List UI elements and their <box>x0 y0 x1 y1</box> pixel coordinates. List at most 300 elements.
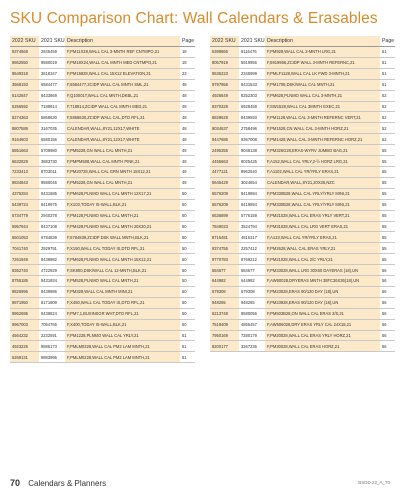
page-cell: 50 <box>180 188 195 199</box>
sku-2022-cell: 6399866 <box>210 47 239 58</box>
table-row <box>10 341 195 352</box>
page-cell: 50 <box>180 221 195 232</box>
description-cell: F,PM628,PLNMO WALL CAL MNTH 15X12,21 <box>65 254 180 265</box>
page-cell: 50 <box>180 319 195 330</box>
page-cell: 23 <box>180 68 195 79</box>
sku-2022-cell: 7519409 <box>210 319 239 330</box>
table-row <box>10 210 195 221</box>
sku-2021-cell: 9885173 <box>39 341 65 352</box>
sku-2021-cell: 679308 <box>239 286 265 297</box>
table-row <box>210 341 395 352</box>
table-row <box>210 112 395 123</box>
sku-2022-cell: 7261949 <box>10 254 39 265</box>
page-cell: 51 <box>380 47 395 58</box>
page-cell: 50 <box>180 232 195 243</box>
sku-2021-cell: 7280179 <box>239 330 265 341</box>
sku-2022-cell: 644982 <box>210 276 239 287</box>
sku-2022-cell: 2495355 <box>210 145 239 156</box>
sku-2021-cell: 3524794 <box>239 221 265 232</box>
section-name: Calendars & Planners <box>28 479 107 488</box>
description-cell: F,PM30028,WALL CAL ERAS HORZ,21 <box>265 341 380 352</box>
sku-2021-cell: 8433869 <box>39 90 65 101</box>
sku-2022-cell: 9871950 <box>10 297 39 308</box>
table-row <box>210 276 395 287</box>
description-cell: F,PMLF1128,WALL CAL LK FWD 3-MNTH,21 <box>265 68 380 79</box>
header-page: Page <box>180 36 195 47</box>
page-cell: 49 <box>180 156 195 167</box>
page-cell: 52 <box>380 90 395 101</box>
sku-2021-cell: 7189914 <box>39 101 65 112</box>
table-row <box>210 134 395 145</box>
sku-2022-cell: 5256592 <box>10 101 39 112</box>
table-row <box>210 286 395 297</box>
table-row <box>10 308 195 319</box>
sku-2021-cell: 8439986 <box>39 286 65 297</box>
sku-2021-cell: 3267236 <box>239 341 265 352</box>
page-cell: 55 <box>380 210 395 221</box>
page-cell: 56 <box>380 265 395 276</box>
page-cell: 55 <box>380 156 395 167</box>
sku-2021-cell: 8431533 <box>239 79 265 90</box>
description-cell: F,6584477,2CIDP WALL CAL MNTH SML,21 <box>65 79 180 90</box>
description-cell: F,PM428,PLNMO WALL CAL MNTH 20X30,21 <box>65 221 180 232</box>
sku-2022-cell: 5645429 <box>210 177 239 188</box>
description-cell: F,5919956,ZCIDP WALL 3-MNTH REFERNC,21 <box>265 57 380 68</box>
sku-2021-cell: 644982 <box>239 276 265 287</box>
page-cell: 52 <box>380 134 395 145</box>
sku-2021-cell: 2929791 <box>39 243 65 254</box>
sku-2021-cell: 8962540 <box>239 166 265 177</box>
description-cell: F,PM128,PLNMO WALL CAL MNTH,21 <box>65 210 180 221</box>
description-cell: F,X400,TODAY IS-WALL,BLK,21 <box>65 319 180 330</box>
description-cell: F,PM7,1,BUSINSGR WHT,DTD RFL,21 <box>65 308 180 319</box>
description-cell: F,5868630,ZCIDP WALL CAL,DTD RFL,21 <box>65 112 180 123</box>
page-cell: 50 <box>180 199 195 210</box>
header-description: Description <box>65 36 180 47</box>
table-row <box>210 101 395 112</box>
table-row <box>210 188 395 199</box>
table-row <box>210 199 395 210</box>
sku-2021-cell: 8703011 <box>39 166 65 177</box>
page-cell: 56 <box>380 286 395 297</box>
description-cell: F,PM328,WALL CAL MNTH MINI,21 <box>65 286 180 297</box>
description-cell: F,X450,WALL CAL TODAY IS,DTD RFL,21 <box>65 297 180 308</box>
sku-2021-cell: 3024654 <box>239 177 265 188</box>
sku-2022-cell: 6501053 <box>10 232 39 243</box>
sku-2022-cell: 8828629 <box>210 112 239 123</box>
description-cell: F,PM628,PLNMO WALL CAL 3-MNTH,21 <box>265 90 380 101</box>
description-cell: F,PMLM0328,WALL CAL PM2 LAM MNTH,21 <box>65 341 180 352</box>
sku-2022-cell: 9034637 <box>210 123 239 134</box>
page-cell: 52 <box>380 112 395 123</box>
page-cell: 51 <box>180 341 195 352</box>
page-cell: 48 <box>180 134 195 145</box>
page-cell: 50 <box>180 265 195 276</box>
page-cell: 50 <box>180 254 195 265</box>
table-row <box>210 297 395 308</box>
description-cell: F,PM503B28,ON WALL CAL ERAS 2/S,21 <box>265 308 380 319</box>
sku-2021-cell: 6584477 <box>39 79 65 90</box>
description-cell: F,Q10001T,WALL CAL MNTH,DKBL,21 <box>65 90 180 101</box>
description-cell: F,718914,ZCIDP WALL CAL MNTH MED,21 <box>65 101 180 112</box>
page-cell: 51 <box>380 57 395 68</box>
description-cell: F,PM326G28,ERAS-WYRV JUMBO BAG,21 <box>265 145 380 156</box>
page-cell: 48 <box>180 123 195 134</box>
header-2022-sku: 2022 SKU <box>10 36 39 47</box>
sku-2021-cell: 8769212 <box>239 254 265 265</box>
table-row <box>210 79 395 90</box>
table-row <box>10 57 195 68</box>
sku-2021-cell: 3883730 <box>39 156 65 167</box>
sku-2022-cell: 6576209 <box>210 188 239 199</box>
sku-2022-cell: 9834843 <box>10 177 39 188</box>
sku-2021-cell: 2940378 <box>39 210 65 221</box>
header-2021-sku: 2021 SKU <box>39 36 65 47</box>
description-cell: F,A152,WALL CAL YRLY,2-½ HORZ LRG,21 <box>265 156 380 167</box>
table-row <box>10 90 195 101</box>
sku-2022-cell: 7950169 <box>210 330 239 341</box>
page-cell: 50 <box>180 297 195 308</box>
description-cell: F,PM1708,DSK/WALL CAL MNTH,21 <box>265 79 380 90</box>
page-footer <box>10 478 106 488</box>
table-row <box>210 47 395 58</box>
description-cell: F,SK800,DSK/WALL CAL 12-MNTH,BLK,21 <box>65 265 180 276</box>
sku-2022-cell: 8807589 <box>10 123 39 134</box>
table-row <box>210 90 395 101</box>
header-2021-sku: 2021 SKU <box>239 36 265 47</box>
page-cell: 48 <box>180 79 195 90</box>
description-cell: F,PM20028,WALL CAL ERAS YRLY HORZ,21 <box>265 330 380 341</box>
table-row <box>10 156 195 167</box>
description-cell: CALENDAR,WALL,8Y21,20X36,NZC <box>265 177 380 188</box>
table-row <box>10 254 195 265</box>
description-cell: F,PM21028,WALL CAL ERAS YRLY VERT,21 <box>265 210 380 221</box>
description-cell: F,6784839,ZCIDP DSK WALL MNTH,BLK,21 <box>65 232 180 243</box>
page-cell: 55 <box>380 232 395 243</box>
sku-2021-cell: 2257412 <box>239 243 265 254</box>
sku-2022-cell: 4926649 <box>210 90 239 101</box>
sku-2021-cell: 2758496 <box>239 123 265 134</box>
description-cell: F,PM330B28,WALL CAL YRLY/YRLY MINI,21 <box>265 199 380 210</box>
table-row <box>210 156 395 167</box>
page-cell: 50 <box>180 286 195 297</box>
sku-2021-cell: 2232591 <box>39 330 65 341</box>
sku-2022-cell: 8274363 <box>10 112 39 123</box>
page-cell: 55 <box>380 221 395 232</box>
sku-2021-cell: 4722929 <box>39 265 65 276</box>
page-cell: 55 <box>380 188 395 199</box>
page-cell: 50 <box>180 210 195 221</box>
sku-2021-cell: 4856457 <box>239 319 265 330</box>
page-cell: 49 <box>180 145 195 156</box>
table-row <box>210 330 395 341</box>
table-row <box>10 47 195 58</box>
table-header-row <box>210 36 395 47</box>
sku-2022-cell: 4564232 <box>10 330 39 341</box>
description-cell: F,PM5228,GN WALL CAL MNTH,21 <box>65 177 180 188</box>
description-cell: F,PM1128,WALL CAL 3-MNTH REFERNC VERT,21 <box>265 112 380 123</box>
page-cell: 55 <box>380 166 395 177</box>
page-cell: 50 <box>180 276 195 287</box>
description-cell: F,PM33028,WALL LRG 30X60 DAYERAS (18),UN <box>265 265 380 276</box>
table-row <box>10 68 195 79</box>
table-row <box>210 177 395 188</box>
sku-2022-cell: 9952695 <box>10 308 39 319</box>
table-row <box>10 145 195 156</box>
sku-2022-cell: 9967003 <box>10 319 39 330</box>
sku-2021-cell: 8419894 <box>239 199 265 210</box>
table-row <box>210 221 395 232</box>
sku-2022-cell: 9862550 <box>10 57 39 68</box>
sku-2021-cell: 8437108 <box>39 221 65 232</box>
sku-2021-cell: 8419975 <box>39 199 65 210</box>
description-cell: F,PM11X28,WALL CAL 3-MNTH REF CNTMPO,21 <box>65 47 180 58</box>
table-row <box>210 68 395 79</box>
sku-2022-cell: 9447686 <box>210 134 239 145</box>
sku-2022-cell: 7233413 <box>10 166 39 177</box>
table-row <box>210 145 395 156</box>
sku-2021-cell: 9580019 <box>39 57 65 68</box>
page-cell: 55 <box>380 177 395 188</box>
description-cell: F,PMPM508,WALL CAL MNTH PINK,21 <box>65 156 180 167</box>
page-cell: 18 <box>180 47 195 58</box>
sku-2022-cell: 8715481 <box>210 232 239 243</box>
description-cell: F,PM31028,WALL CAL LRG VERT ERAS,21 <box>265 221 380 232</box>
description-cell: F,X103,TODAY IS-WALL,BLK,21 <box>65 199 180 210</box>
sku-2021-cell: 5776159 <box>239 210 265 221</box>
header-description: Description <box>265 36 380 47</box>
table-row <box>210 123 395 134</box>
sku-2022-cell: 5142847 <box>10 90 39 101</box>
page-cell: 50 <box>180 308 195 319</box>
description-cell: F,PM15828,WALL CAL 15X12 ELEVATION,21 <box>65 68 180 79</box>
sku-2021-cell: 6928458 <box>239 101 265 112</box>
page-cell: 55 <box>380 254 395 265</box>
sku-2021-cell: 8438982 <box>39 254 65 265</box>
page-cell: 52 <box>380 123 395 134</box>
page-cell: 56 <box>380 341 395 352</box>
sku-2022-cell: 6213748 <box>210 308 239 319</box>
description-cell: F,PM18X24,WALL CAL MNTH MED CNTMPO,21 <box>65 57 180 68</box>
sku-2022-cell: 8370328 <box>210 101 239 112</box>
sku-2021-cell: 8431685 <box>39 188 65 199</box>
page-number: 70 <box>10 478 21 488</box>
description-cell: F,PM23928,ERAS 90/120 DAY (18),UN <box>265 297 380 308</box>
sku-2021-cell: 9580045 <box>39 177 65 188</box>
page-cell: 48 <box>180 112 195 123</box>
page-cell: 49 <box>180 177 195 188</box>
sku-2021-cell: 9883995 <box>39 352 65 363</box>
table-row <box>10 79 195 90</box>
sku-2021-cell: 9049138 <box>239 145 265 156</box>
sku-2022-cell: 5734779 <box>10 210 39 221</box>
description-cell: F,PM1528,CN WALL CAL 3-MNTH HORZ,21 <box>265 123 380 134</box>
sku-2022-cell: 4923225 <box>10 341 39 352</box>
description-cell: CALENDAR,WALL,8Y21,12X17,WHITE <box>65 123 180 134</box>
table-row <box>10 319 195 330</box>
table-row <box>10 134 195 145</box>
sku-2022-cell: 6576209 <box>210 199 239 210</box>
table-row <box>210 254 395 265</box>
page-cell: 56 <box>380 276 395 287</box>
sku-2021-cell: 6784839 <box>39 232 65 243</box>
sku-2022-cell: 4375284 <box>10 188 39 199</box>
description-cell: F,PM1228,PLNMO WALL CAL YRLY,21 <box>65 330 180 341</box>
sku-2022-cell: 9797958 <box>210 79 239 90</box>
description-cell: F,PM20728,WALL CAL GRN MNTH 15X12,21 <box>65 166 180 177</box>
sku-2021-cell: 9116476 <box>239 47 265 58</box>
sku-2022-cell: 8755185 <box>10 276 39 287</box>
page-cell: 48 <box>180 90 195 101</box>
sku-2021-cell: 8439593 <box>239 112 265 123</box>
table-row <box>210 243 395 254</box>
description-cell: F,PM2628,WALL CAL ERAS YRLY,21 <box>265 243 380 254</box>
sku-2021-cell: 8171809 <box>39 297 65 308</box>
description-cell: F,PM1428,WALL CAL 3-MNTH REFERNC HORZ,21 <box>265 134 380 145</box>
sku-2022-cell: 7849023 <box>210 221 239 232</box>
sku-2022-cell: 4477121 <box>210 166 239 177</box>
table-row <box>10 199 195 210</box>
page-cell: 56 <box>380 308 395 319</box>
description-cell: F,PM628,PLNMO WALL CAL MNTH 12X17,21 <box>65 188 180 199</box>
table-row <box>10 352 195 363</box>
table-row <box>10 101 195 112</box>
sku-2021-cell: 5709980 <box>39 145 65 156</box>
sku-2022-cell: 3568193 <box>10 79 39 90</box>
description-cell: F,PM21028,WALL CAL 2/C YRLY,21 <box>265 254 380 265</box>
page-title: SKU Comparison Chart: Wall Calendars & Erasables <box>10 10 378 27</box>
table-header-row <box>10 36 195 47</box>
sku-2022-cell: 7041740 <box>10 243 39 254</box>
sku-2022-cell: 5957944 <box>10 221 39 232</box>
sku-2022-cell: 6636899 <box>210 210 239 221</box>
sku-2022-cell: 9374755 <box>210 243 239 254</box>
sku-2021-cell: 4816317 <box>239 232 265 243</box>
table-row <box>210 57 395 68</box>
description-cell: F,AW60028,DRYERAS MNTH 38FC36X36(18),UN <box>265 276 380 287</box>
sku-2021-cell: 7054765 <box>39 319 65 330</box>
sku-2021-cell: 948265 <box>239 297 265 308</box>
sku-2021-cell: 3618347 <box>39 68 65 79</box>
table-row <box>210 166 395 177</box>
description-cell: F,PMLM0228,WALL CAL PM2 LAM MNTH,21 <box>65 352 180 363</box>
table-row <box>10 330 195 341</box>
table-row <box>10 112 195 123</box>
table-row <box>10 177 195 188</box>
sku-2022-cell: 9549318 <box>10 68 39 79</box>
page-cell: 55 <box>380 243 395 254</box>
sku-2022-cell: 8352740 <box>10 265 39 276</box>
page-cell: 55 <box>380 145 395 156</box>
description-cell: F,A123,WALL CAL YR/YRLY ERAS,21 <box>265 232 380 243</box>
sku-2022-cell: 6269131 <box>10 352 39 363</box>
page-cell: 52 <box>380 101 395 112</box>
sku-2021-cell: 8439824 <box>39 308 65 319</box>
sku-table-right <box>210 36 395 352</box>
sku-2021-cell: 6580156 <box>39 134 65 145</box>
sku-2022-cell: 584677 <box>210 265 239 276</box>
sku-2021-cell: 5868630 <box>39 112 65 123</box>
table-row <box>210 319 395 330</box>
header-2022-sku: 2022 SKU <box>210 36 239 47</box>
sku-2021-cell: 2345999 <box>239 68 265 79</box>
sku-2021-cell: 8419894 <box>239 188 265 199</box>
table-row <box>210 308 395 319</box>
table-row <box>10 188 195 199</box>
sku-2021-cell: 8431934 <box>39 276 65 287</box>
sku-2021-cell: 9367008 <box>239 134 265 145</box>
page-cell: 55 <box>380 199 395 210</box>
sku-2022-cell: 679308 <box>210 286 239 297</box>
sku-2022-cell: 5439724 <box>10 199 39 210</box>
description-cell: F,SW1528,WALL CAL 3MNTH EXEC,21 <box>265 101 380 112</box>
sku-2021-cell: 3167035 <box>39 123 65 134</box>
table-row <box>10 221 195 232</box>
sku-2022-cell: 9826996 <box>10 286 39 297</box>
sku-2022-cell: 948265 <box>210 297 239 308</box>
description-cell: F,AW506028,DRY ERAS YRLY CAL 24X18,21 <box>265 319 380 330</box>
page-cell: 51 <box>180 330 195 341</box>
sku-2021-cell: 8025425 <box>239 156 265 167</box>
sku-2022-cell: 5851663 <box>10 145 39 156</box>
sku-2022-cell: 9374568 <box>10 47 39 58</box>
sku-2022-cell: 6632829 <box>10 156 39 167</box>
table-row <box>210 232 395 243</box>
description-cell: F,PM928,WALL CAL 2-MNTH LRG,21 <box>265 47 380 58</box>
page-cell: 56 <box>380 330 395 341</box>
sku-2022-cell: 8200177 <box>210 341 239 352</box>
sku-2021-cell: 9580056 <box>239 308 265 319</box>
description-cell: F,A1102,WALL CAL YR/YRLY ERAS,21 <box>265 166 380 177</box>
sku-2022-cell: 9164603 <box>10 134 39 145</box>
table-row <box>10 243 195 254</box>
page-cell: 49 <box>180 166 195 177</box>
page-cell: 51 <box>180 352 195 363</box>
table-row <box>10 123 195 134</box>
sku-table-left <box>10 36 195 363</box>
sku-2022-cell: 9770783 <box>210 254 239 265</box>
table-row <box>210 265 395 276</box>
description-cell: F,PM5228,GN WALL CAL MNTH,21 <box>65 145 180 156</box>
header-page: Page <box>380 36 395 47</box>
sku-2021-cell: 2846459 <box>39 47 65 58</box>
table-row <box>10 286 195 297</box>
page-cell: 50 <box>180 243 195 254</box>
sku-2022-cell: 9536223 <box>210 68 239 79</box>
description-cell: F,PM330B28,WALL CAL YRLY/YRLY MINI,21 <box>265 188 380 199</box>
table-row <box>10 297 195 308</box>
table-row <box>10 276 195 287</box>
catalog-code: BSDD.22_A_70 <box>358 480 390 485</box>
sku-2021-cell: 584677 <box>239 265 265 276</box>
sku-2021-cell: 8252303 <box>239 90 265 101</box>
sku-2021-cell: 5919956 <box>239 57 265 68</box>
table-row <box>10 265 195 276</box>
page-cell: 56 <box>380 297 395 308</box>
table-row <box>10 166 195 177</box>
page-cell: 18 <box>180 57 195 68</box>
page-cell: 51 <box>380 68 395 79</box>
table-row <box>10 232 195 243</box>
page-cell: 56 <box>380 319 395 330</box>
page-cell: 51 <box>380 79 395 90</box>
table-row <box>210 210 395 221</box>
page-cell: 48 <box>180 101 195 112</box>
description-cell: F,PM23028,ERAS 90/120 DAY (18),UN <box>265 286 380 297</box>
description-cell: F,PM528,PLNMO WALL CAL MNTH,21 <box>65 276 180 287</box>
sku-2022-cell: 4455663 <box>210 156 239 167</box>
sku-2022-cell: 8057919 <box>210 57 239 68</box>
